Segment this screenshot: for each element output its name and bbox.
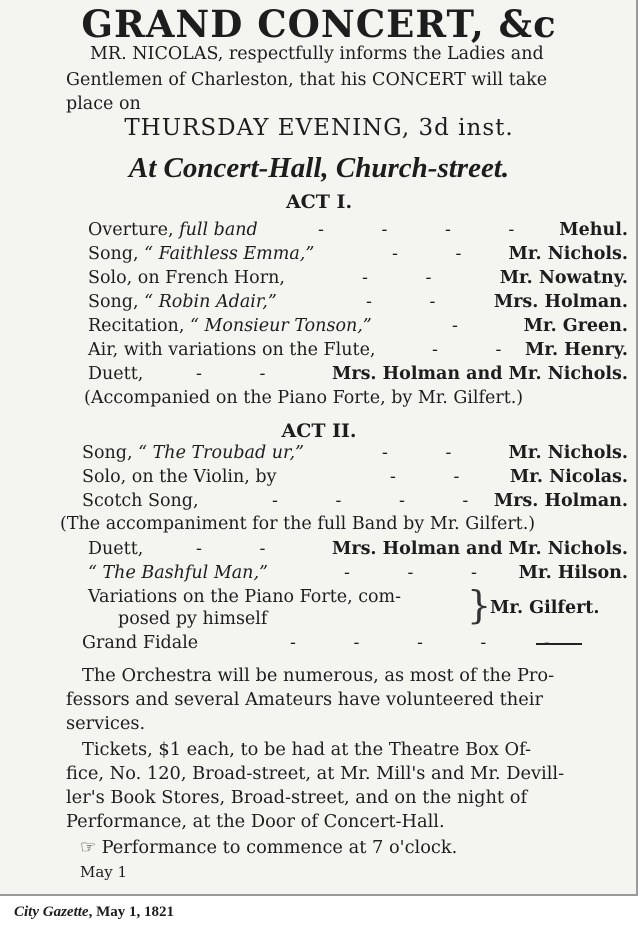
program-row (0, 292, 638, 314)
paragraph-line: Tickets, $1 each, to be had at the Theatre Box Of- (82, 739, 532, 760)
piece-title: Overture, (88, 220, 180, 240)
program-row (0, 340, 638, 362)
source-caption (14, 904, 174, 921)
program-row (0, 268, 638, 290)
intro-line-2: Gentlemen of Charleston, that his CONCERT will take (66, 70, 548, 90)
leader-dashes: - - - - - (290, 633, 576, 653)
program-row (0, 364, 638, 386)
program-row (0, 539, 638, 561)
piece-title: Recitation, (88, 316, 190, 336)
piece-title-italic: “ The Bashful Man,” (88, 563, 268, 583)
variations-line-1: Variations on the Piano Forte, com- (88, 587, 402, 607)
performer-name: Mrs. Holman and Mr. Nichols. (331, 539, 628, 559)
piece-title: Song, (88, 244, 145, 264)
leader-dashes: - - (196, 364, 292, 384)
leader-dashes: - - - (344, 563, 503, 583)
program-row (0, 316, 638, 338)
leader-dashes: - - (392, 244, 488, 264)
act-one-note: (Accompanied on the Piano Forte, by Mr. Gilfert.) (84, 388, 524, 408)
leader-dashes: - - (382, 443, 478, 463)
act-one-title: ACT I. (285, 191, 353, 213)
piece-title-italic: “ Monsieur Tonson,” (189, 316, 372, 336)
paragraph-line: Performance, at the Door of Concert-Hall. (66, 811, 445, 832)
leader-dashes: - - (390, 467, 486, 487)
performer-name: Mr. Hilson. (518, 563, 628, 583)
piece-title: Duett, (88, 364, 144, 384)
piece-title-italic: full band (179, 220, 258, 240)
program-row (0, 244, 638, 266)
paragraph-line: services. (66, 713, 146, 734)
leader-dashes: - - (366, 292, 462, 312)
leader-dashes: - - (432, 340, 528, 360)
performer-name: Mehul. (559, 220, 628, 240)
leader-dashes: - (452, 316, 484, 336)
act-two-note: (The accompaniment for the full Band by Mr. Gilfert.) (60, 514, 536, 534)
piece-title: Song, (82, 443, 139, 463)
performer-name: Mrs. Holman. (493, 292, 628, 312)
leader-dashes: - - - - (272, 491, 495, 511)
performer-name: Mrs. Holman. (493, 491, 628, 511)
finale-title: Grand Fidale (82, 633, 199, 653)
concert-date: THURSDAY EVENING, 3d inst. (124, 115, 514, 141)
act-two-title: ACT II. (281, 420, 357, 442)
paragraph-line: fice, No. 120, Broad-street, at Mr. Mill's and Mr. Devill- (66, 763, 565, 784)
paragraph-line: ler's Book Stores, Broad-street, and on the night of (66, 787, 528, 808)
performer-name: Mrs. Holman and Mr. Nichols. (331, 364, 628, 384)
program-row (0, 467, 638, 489)
piece-title: Scotch Song, (82, 491, 199, 511)
piece-title-italic: “ The Troubad ur,” (138, 443, 304, 463)
leader-dashes: - - - - (318, 220, 541, 240)
piece-title: Duett, (88, 539, 144, 559)
program-row (0, 220, 638, 242)
brace-bracket: } (467, 583, 492, 627)
variations-line-2: posed py himself (118, 609, 268, 629)
variations-performer: Mr. Gilfert. (490, 598, 600, 618)
leader-dashes: - - (196, 539, 292, 559)
performer-name: Mr. Nichols. (508, 244, 628, 264)
paragraph-line: fessors and several Amateurs have volunteered their (66, 689, 543, 710)
publication-date: , May 1, 1821 (88, 904, 174, 920)
concert-heading: GRAND CONCERT, &c (81, 2, 557, 46)
program-row (0, 563, 638, 585)
performance-time-note: ☞ Performance to commence at 7 o'clock. (80, 837, 458, 858)
performer-name: Mr. Green. (523, 316, 628, 336)
intro-line-1: MR. NICOLAS, respectfully informs the Ladies and (90, 44, 544, 64)
publication-name: City Gazette (14, 904, 89, 920)
piece-title-italic: “ Faithless Emma,” (144, 244, 315, 264)
intro-line-3: place on (66, 94, 141, 114)
program-row (0, 491, 638, 513)
piece-title: Solo, on the Violin, by (82, 467, 277, 487)
piece-title: Song, (88, 292, 145, 312)
paragraph-line: The Orchestra will be numerous, as most of the Pro- (82, 665, 555, 686)
performer-name: Mr. Nicolas. (509, 467, 628, 487)
program-row (0, 443, 638, 465)
dateline: May 1 (80, 863, 128, 881)
finale-rule (536, 643, 582, 645)
piece-title: Solo, on French Horn, (88, 268, 285, 288)
performer-name: Mr. Nowatny. (499, 268, 628, 288)
concert-venue: At Concert-Hall, Church-street. (128, 152, 510, 184)
piece-title-italic: “ Robin Adair,” (144, 292, 277, 312)
performer-name: Mr. Henry. (524, 340, 628, 360)
leader-dashes: - - (362, 268, 458, 288)
piece-title: Air, with variations on the Flute, (88, 340, 376, 360)
performer-name: Mr. Nichols. (508, 443, 628, 463)
